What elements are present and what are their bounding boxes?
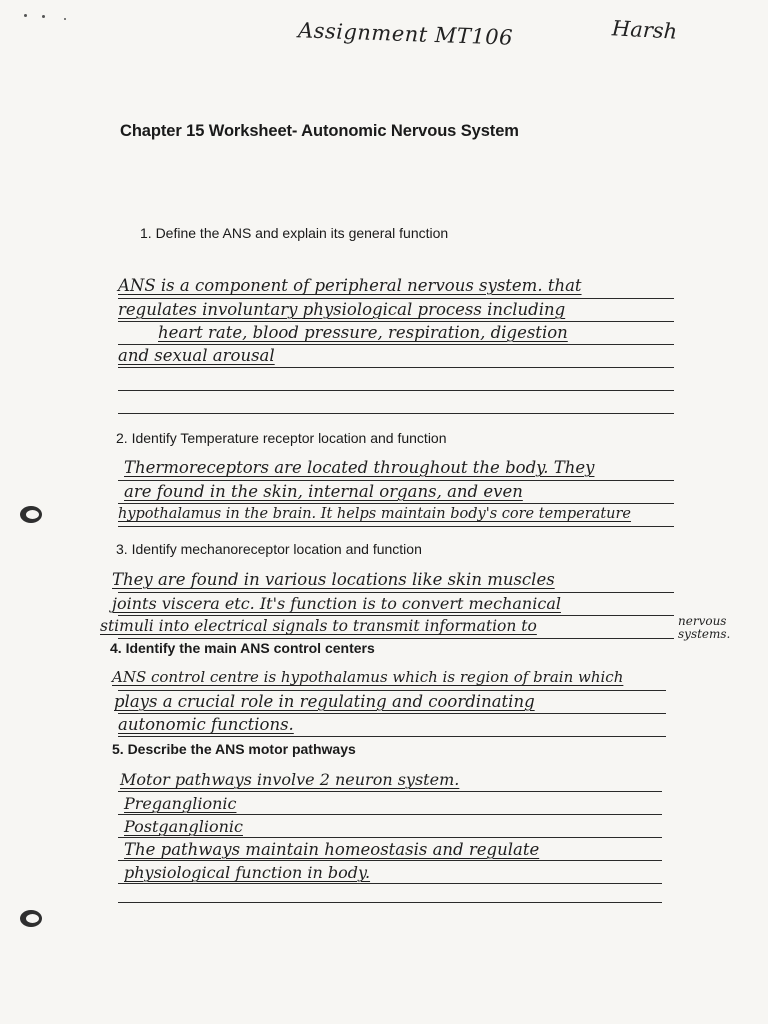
answer-rule [118, 503, 674, 504]
question-4: 4. Identify the main ANS control centers [110, 640, 375, 656]
answer-rule [118, 638, 674, 639]
answer-3-tail-1: nervous [678, 614, 727, 628]
answer-rule [118, 615, 674, 616]
assignment-label: Assignment MT106 [297, 18, 514, 50]
page-title: Chapter 15 Worksheet- Autonomic Nervous System [120, 122, 519, 140]
answer-rule [118, 883, 662, 884]
answer-5-line-3: Postganglionic [124, 817, 243, 836]
answer-5-line-1: Motor pathways involve 2 neuron system. [120, 770, 460, 789]
answer-rule [118, 526, 674, 527]
answer-3-line-3: stimuli into electrical signals to transmit information to [100, 617, 537, 635]
answer-rule [118, 860, 662, 861]
question-5: 5. Describe the ANS motor pathways [112, 741, 356, 757]
answer-4-line-1: ANS control centre is hypothalamus which is region of brain which [112, 668, 624, 686]
answer-rule [118, 736, 666, 737]
answer-3-line-1: They are found in various locations like skin muscles [112, 570, 555, 589]
answer-5-line-2: Preganglionic [124, 794, 237, 813]
page-speck [24, 14, 27, 17]
punch-hole-icon [20, 506, 42, 523]
answer-5-line-4: The pathways maintain homeostasis and regulate [124, 840, 540, 859]
answer-rule [118, 592, 674, 593]
page-speck [64, 18, 66, 20]
answer-rule [118, 480, 674, 481]
answer-rule [118, 837, 662, 838]
answer-2-line-1: Thermoreceptors are located throughout the body. They [124, 458, 595, 477]
answer-2-line-3: hypothalamus in the brain. It helps maintain body's core temperature [118, 506, 632, 522]
answer-rule [118, 390, 674, 391]
answer-rule [118, 690, 666, 691]
answer-rule [118, 367, 674, 368]
answer-2-line-2: are found in the skin, internal organs, and even [124, 482, 523, 501]
answer-4-line-2: plays a crucial role in regulating and coordinating [114, 692, 535, 711]
answer-3-line-2: joints viscera etc. It's function is to convert mechanical [112, 594, 561, 613]
student-name: Harsh [611, 16, 678, 44]
answer-3-tail-2: systems. [678, 627, 731, 641]
question-3: 3. Identify mechanoreceptor location and function [116, 541, 422, 557]
answer-rule [118, 321, 674, 322]
answer-rule [118, 814, 662, 815]
answer-rule [118, 344, 674, 345]
answer-1-line-4: and sexual arousal [118, 346, 275, 365]
answer-1-line-2: regulates involuntary physiological process including [118, 300, 566, 319]
page-speck [42, 15, 45, 18]
question-2: 2. Identify Temperature receptor location and function [116, 430, 447, 446]
answer-1-line-3: heart rate, blood pressure, respiration, digestion [158, 323, 568, 342]
answer-4-line-3: autonomic functions. [118, 715, 294, 734]
answer-1-line-1: ANS is a component of peripheral nervous system. that [118, 276, 582, 295]
answer-rule [118, 413, 674, 414]
punch-hole-icon [20, 910, 42, 927]
answer-rule [118, 713, 666, 714]
question-1: 1. Define the ANS and explain its general function [140, 225, 449, 241]
answer-rule [118, 791, 662, 792]
answer-5-line-5: physiological function in body. [124, 863, 371, 882]
answer-rule [118, 298, 674, 299]
answer-rule [118, 902, 662, 903]
